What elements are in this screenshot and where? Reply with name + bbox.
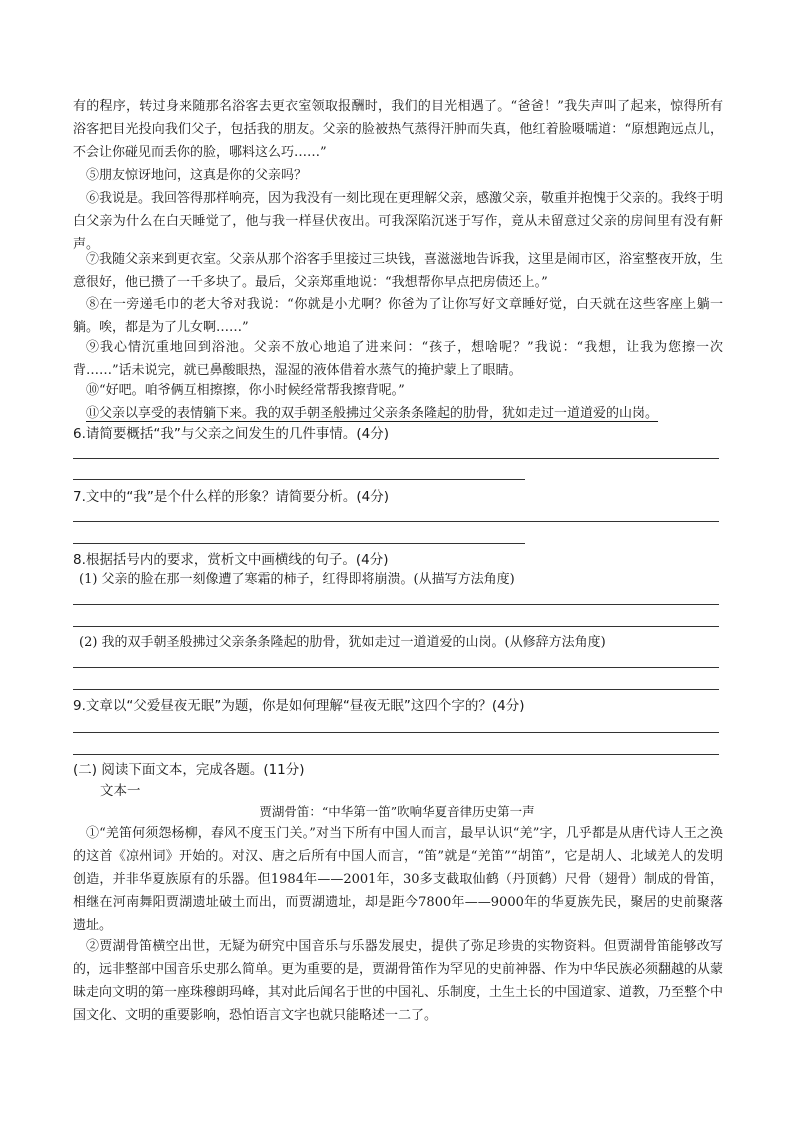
question-8-part-2: (2) 我的双手朝圣般拂过父亲条条隆起的肋骨，犹如走过一道道爱的山岗。(从修辞方法角度): [79, 635, 606, 650]
story-paragraph-8: ⑧在一旁递毛巾的老大爷对我说：“你就是小尤啊？你爸为了让你写好文章睡好觉，白天就在这些客座上躺一躺。唉，都是为了儿女啊……”: [73, 297, 723, 335]
answer-line[interactable]: [73, 521, 719, 522]
question-8-part-1: (1) 父亲的脸在那一刻像遭了寒霜的柿子，红得即将崩溃。(从描写方法角度): [79, 572, 515, 587]
answer-line[interactable]: [73, 479, 525, 480]
answer-line[interactable]: [73, 458, 719, 459]
question-6: 6.请简要概括“我”与父亲之间发生的几件事情。(4分): [73, 426, 389, 442]
answer-line[interactable]: [73, 754, 719, 755]
story-paragraph-10: ⑩“好吧。咱爷俩互相擦擦，你小时候经常帮我擦背呢。”: [86, 383, 405, 398]
article-paragraph-1: ①“羌笛何须怨杨柳，春风不度玉门关。”对当下所有中国人而言，最早认识“羌”字，几乎都是从唐代诗人王之涣的这首《凉州词》开始的。对汉、唐之后所有中国人而言，“笛”就是“羌笛”“胡笛”，它是胡人、北域羌人的发明创造，并非华夏族原有的乐器。但1984年——2001年，30多支截取仙鹤（丹顶鹤）尺骨（翅骨）制成的骨笛，相继在河南舞阳贾湖遗址破土而出，而贾湖遗址，却是距今7800年——9000年的华夏族先民，聚居的史前聚落遗址。: [73, 826, 723, 933]
question-8: 8.根据括号内的要求，赏析文中画横线的句子。(4分): [73, 552, 389, 568]
answer-line[interactable]: [73, 689, 719, 690]
question-9: 9.文章以“父爱昼夜无眠”为题，你是如何理解“昼夜无眠”这四个字的？(4分): [73, 698, 525, 714]
story-paragraph-9: ⑨我心情沉重地回到浴池。父亲不放心地追了进来问：“孩子，想啥呢？”我说：“我想，让我为您擦一次背……”话未说完，就已鼻酸眼热，湿湿的液体借着水蒸气的掩护蒙上了眼睛。: [73, 340, 723, 378]
story-paragraph-4: 有的程序，转过身来随那名浴客去更衣室领取报酬时，我们的目光相遇了。“爸爸！”我失声叫了起来，惊得所有浴客把目光投向我们父子，包括我的朋友。父亲的脸被热气蒸得汗肿而失真，他红着脸嗫嚅道：“原想跑远点儿，不会让你碰见而丢你的脸，哪料这么巧……”: [73, 99, 723, 160]
article-title: 贾湖骨笛：“中华第一笛”吹响华夏音律历史第一声: [259, 804, 535, 819]
answer-line[interactable]: [73, 604, 719, 605]
answer-line[interactable]: [73, 543, 525, 544]
story-paragraph-7: ⑦我随父亲来到更衣室。父亲从那个浴客手里接过三块钱，喜滋滋地告诉我，这里是闹市区，浴室整夜开放，生意很好，他已攒了一千多块了。最后，父亲郑重地说：“我想帮你早点把房债还上。”: [73, 252, 724, 290]
story-paragraph-11: [73, 402, 723, 425]
article-paragraph-2: ②贾湖骨笛横空出世，无疑为研究中国音乐与乐器发展史，提供了弥足珍贵的实物资料。但贾湖骨笛能够改写的，远非整部中国音乐史那么简单。更为重要的是，贾湖骨笛作为罕见的史前神器、作为中华民族必须翻越的从蒙昧走向文明的第一座珠穆朗玛峰，其对此后闻名于世的中国礼、乐制度，土生土长的中国道家、道教，乃至整个中国文化、文明的重要影响，恐怕语言文字也就只能略述一二了。: [73, 939, 724, 1023]
story-paragraph-5: ⑤朋友惊讶地问，这真是你的父亲吗？: [86, 168, 308, 183]
section-2-heading: (二) 阅读下面文本，完成各题。(11分): [73, 762, 305, 778]
answer-line[interactable]: [73, 667, 719, 668]
answer-line[interactable]: [73, 732, 719, 733]
story-paragraph-6: ⑥我说是。我回答得那样响亮，因为我没有一刻比现在更理解父亲，感激父亲，敬重并抱愧于父亲的。我终于明白父亲为什么在白天睡觉了，他与我一样昼伏夜出。可我深陷沉迷于写作，竟从未留意过父亲的房间里有没有鼾声。: [73, 191, 724, 252]
underlined-sentence: ⑪父亲以享受的表情躺下来。我的双手朝圣般拂过父亲条条隆起的肋骨，犹如走过一道道爱的山岗。: [86, 406, 659, 421]
answer-line[interactable]: [73, 626, 719, 627]
question-7: 7.文中的“我”是个什么样的形象？请简要分析。(4分): [73, 489, 389, 505]
text-label: 文本一: [100, 783, 141, 799]
